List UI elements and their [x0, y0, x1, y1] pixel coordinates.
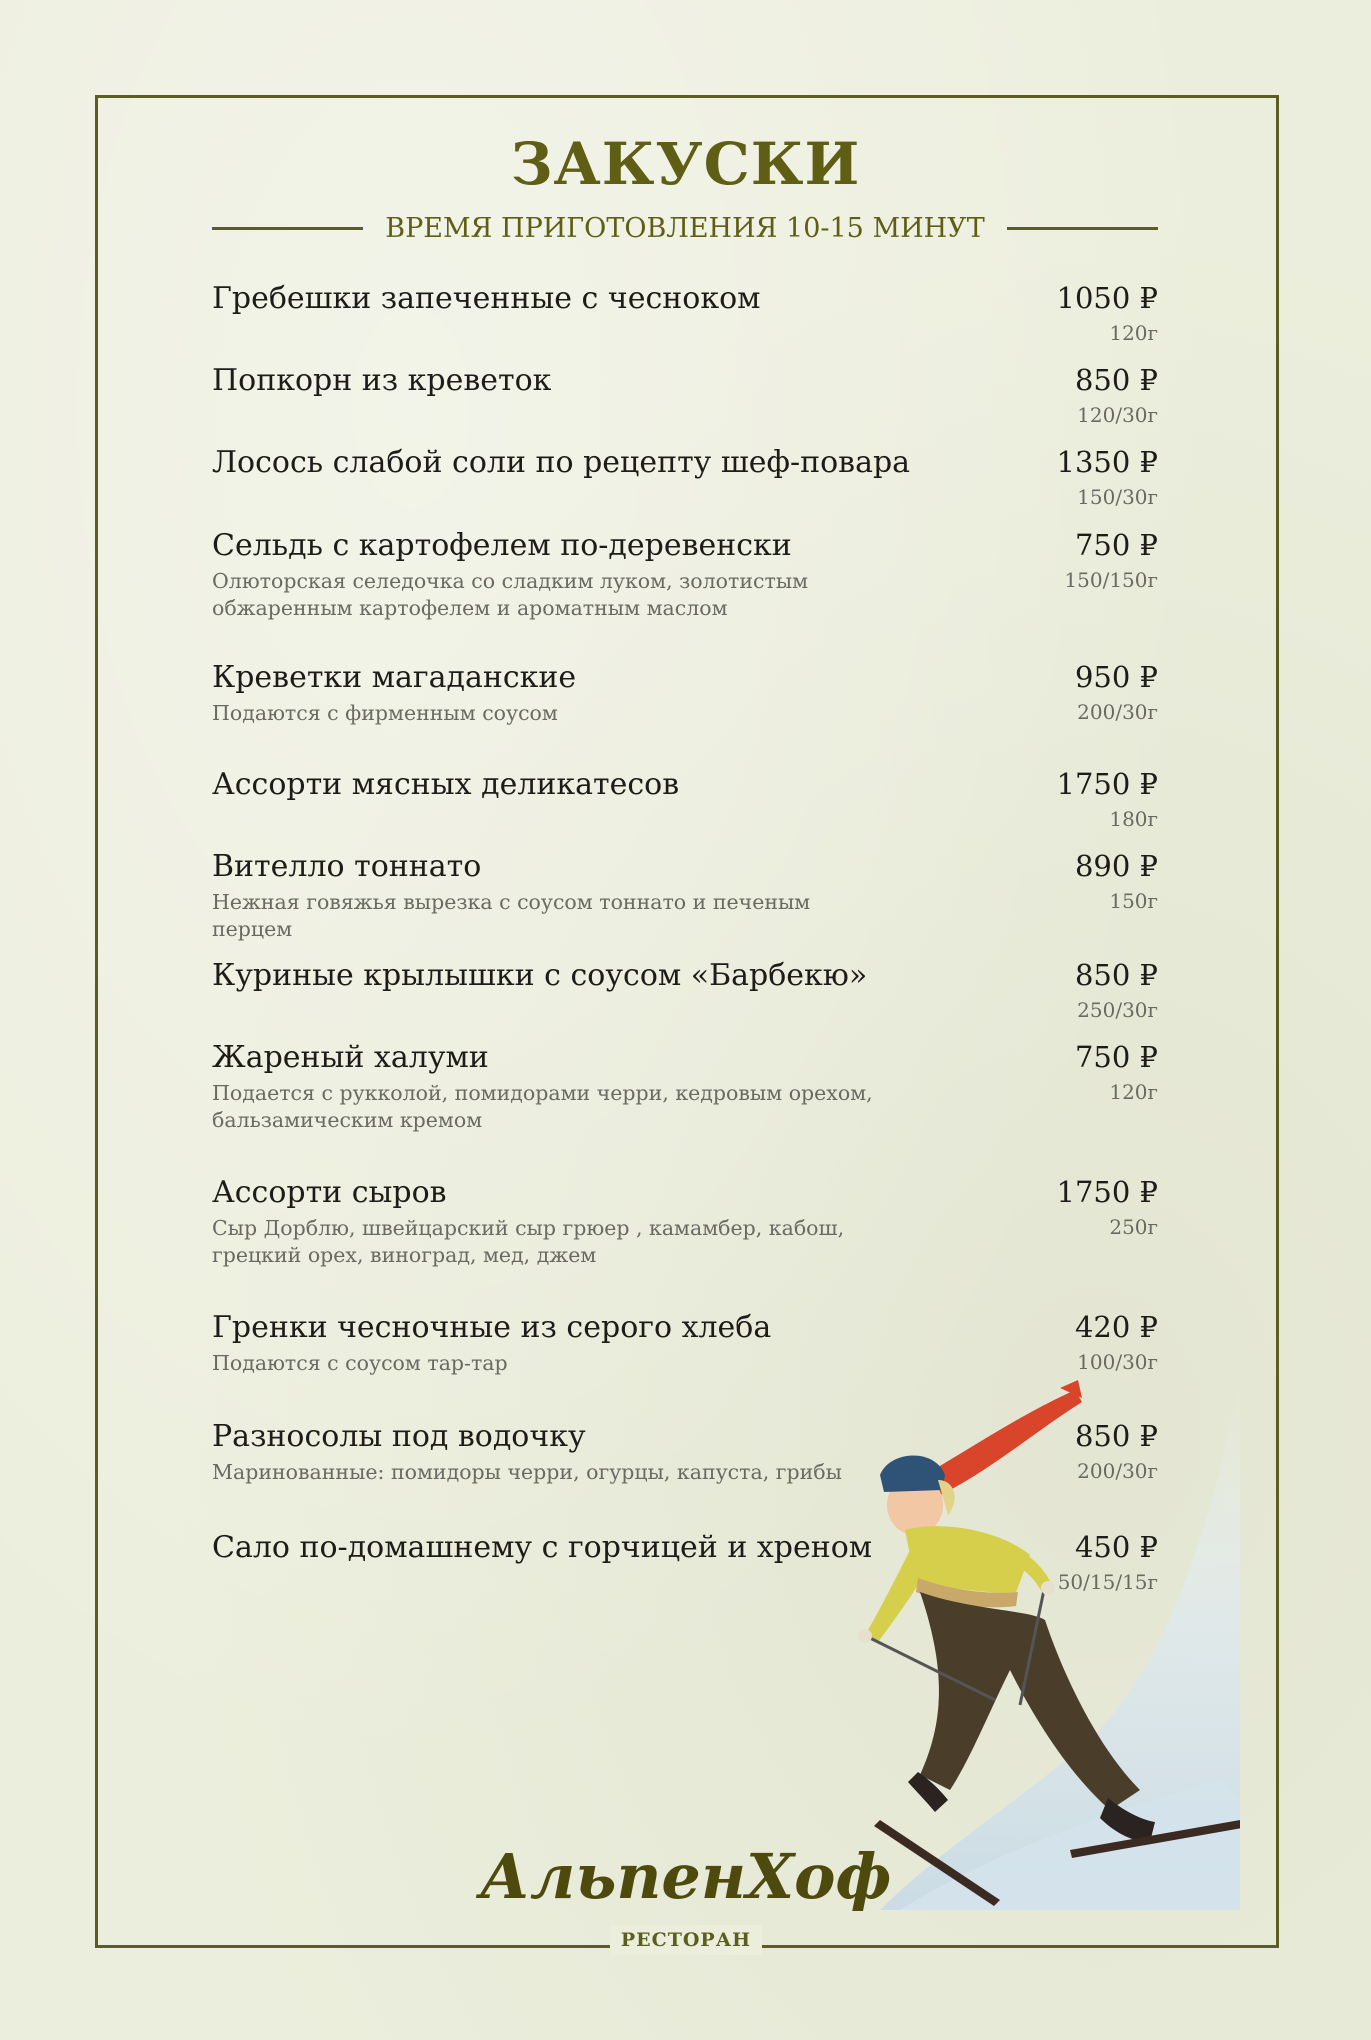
item-weight: 150г — [1109, 889, 1158, 913]
section-title: ЗАКУСКИ — [510, 130, 861, 198]
item-price: 1750 ₽ — [1056, 767, 1158, 801]
item-price: 1050 ₽ — [1056, 281, 1158, 315]
item-weight: 180г — [1109, 807, 1158, 831]
item-name: Ассорти мясных деликатесов — [212, 767, 680, 802]
item-weight: 250г — [1109, 1215, 1158, 1239]
item-price: 850 ₽ — [1074, 1419, 1158, 1453]
item-weight: 150/30г — [1077, 485, 1158, 509]
item-price: 750 ₽ — [1074, 1040, 1158, 1074]
restaurant-logo: АльпенХоф — [479, 1840, 892, 1913]
item-price: 950 ₽ — [1074, 660, 1158, 694]
item-price: 750 ₽ — [1074, 528, 1158, 562]
item-description: Подается с рукколой, помидорами черри, кедровым орехом, бальзамическим кремом — [212, 1081, 873, 1132]
item-price: 850 ₽ — [1074, 363, 1158, 397]
subtitle-row — [212, 208, 1158, 248]
item-weight: 50/15/15г — [1057, 1570, 1158, 1594]
item-name: Гребешки запеченные с чесноком — [212, 281, 761, 316]
item-weight: 250/30г — [1077, 998, 1158, 1022]
logo-subtitle: РЕСТОРАН — [620, 1929, 752, 1951]
item-description: Олюторская селедочка со сладким луком, золотистым обжаренным картофелем и ароматным маслом — [212, 569, 809, 620]
item-description: Подаются с соусом тар-тар — [212, 1351, 508, 1375]
item-name: Лосось слабой соли по рецепту шеф-повара — [212, 445, 911, 480]
item-description: Маринованные: помидоры черри, огурцы, капуста, грибы — [212, 1460, 842, 1484]
item-name: Вителло тоннато — [212, 849, 482, 884]
logo-subtitle-row — [610, 1925, 762, 1955]
item-description: Нежная говяжья вырезка с соусом тоннато и печеным перцем — [212, 890, 811, 941]
item-name: Попкорн из креветок — [212, 363, 552, 398]
section-subtitle: ВРЕМЯ ПРИГОТОВЛЕНИЯ 10-15 МИНУТ — [385, 212, 985, 244]
item-price: 850 ₽ — [1074, 958, 1158, 992]
item-weight: 200/30г — [1077, 700, 1158, 724]
item-price: 1350 ₽ — [1056, 445, 1158, 479]
item-price: 450 ₽ — [1074, 1530, 1158, 1564]
item-weight: 100/30г — [1077, 1350, 1158, 1374]
divider-left — [212, 227, 363, 230]
item-name: Сало по-домашнему с горчицей и хреном — [212, 1530, 873, 1565]
item-price: 420 ₽ — [1074, 1310, 1158, 1344]
item-weight: 200/30г — [1077, 1459, 1158, 1483]
skier-illustration — [820, 1380, 1240, 1910]
item-price: 890 ₽ — [1074, 849, 1158, 883]
item-name: Сельдь с картофелем по-деревенски — [212, 528, 792, 563]
item-price: 1750 ₽ — [1056, 1175, 1158, 1209]
item-weight: 120г — [1109, 1080, 1158, 1104]
item-name: Креветки магаданские — [212, 660, 577, 695]
item-description: Сыр Дорблю, швейцарский сыр грюер , камамбер, кабош, грецкий орех, виноград, мед, джем — [212, 1216, 845, 1267]
item-description: Подаются с фирменным соусом — [212, 701, 558, 725]
item-name: Куриные крылышки с соусом «Барбекю» — [212, 958, 868, 993]
item-name: Гренки чесночные из серого хлеба — [212, 1310, 772, 1345]
item-weight: 120г — [1109, 321, 1158, 345]
divider-right — [1007, 227, 1158, 230]
item-name: Разносолы под водочку — [212, 1419, 586, 1454]
item-name: Ассорти сыров — [212, 1175, 447, 1210]
item-weight: 150/150г — [1064, 568, 1158, 592]
item-name: Жареный халуми — [212, 1040, 489, 1075]
item-weight: 120/30г — [1077, 403, 1158, 427]
